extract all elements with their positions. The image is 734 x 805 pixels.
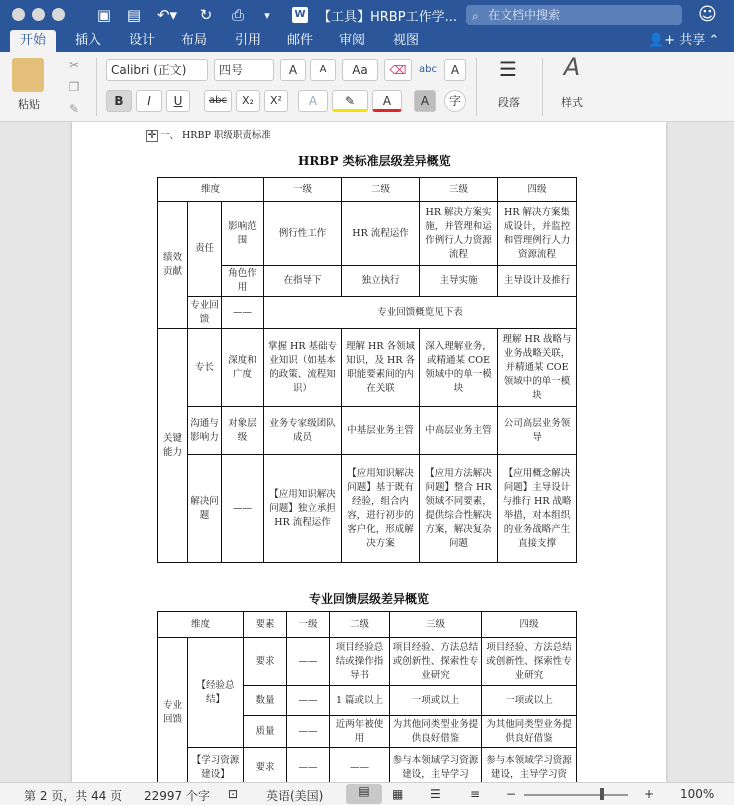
table-header-cell: 要素 xyxy=(244,612,287,638)
table-header-cell: 维度 xyxy=(158,612,244,638)
customize-toolbar-icon[interactable]: ▾ xyxy=(264,8,270,22)
share-label: 共享 xyxy=(679,33,706,48)
divider xyxy=(476,58,477,116)
subgroup-cell: 沟通与影响力 xyxy=(188,407,222,455)
shading-button[interactable]: A xyxy=(414,90,436,112)
section-heading: 一、 HRBP 职级职责标准 xyxy=(160,130,271,141)
search-input[interactable] xyxy=(466,5,682,25)
table-cell: 掌握 HR 基础专业知识（如基本的政策、流程知识） xyxy=(264,329,342,407)
format-painter-icon[interactable]: ✎ xyxy=(68,102,80,116)
table-cell: 主导设计及推行 xyxy=(498,266,577,297)
table-cell: —— xyxy=(287,748,330,783)
table-cell: 深入理解业务，或精通某 COE 领域中的单一模块 xyxy=(420,329,498,407)
cut-icon[interactable]: ✂ xyxy=(68,58,80,72)
element-cell: 角色作用 xyxy=(222,266,264,297)
shrink-font-button[interactable]: A xyxy=(310,59,336,81)
close-window-button[interactable] xyxy=(12,8,25,21)
table-header-cell: 维度 xyxy=(158,178,264,202)
table-cell: 例行性工作 xyxy=(264,202,342,266)
proofing-icon[interactable]: ⊡ xyxy=(228,787,239,801)
share-button[interactable] xyxy=(648,30,705,52)
zoom-out-icon[interactable]: − xyxy=(506,787,517,801)
table-cell: HR 解决方案实施，并管理和运作例行人力资源流程 xyxy=(420,202,498,266)
table-cell: 项目经验、方法总结或创新性、探索性专业研究 xyxy=(482,638,577,686)
copy-icon[interactable]: ❐ xyxy=(68,80,80,94)
table-header-cell: 四级 xyxy=(498,178,577,202)
table-header-cell: 三级 xyxy=(420,178,498,202)
table-cell: 在指导下 xyxy=(264,266,342,297)
tab-design[interactable]: 设计 xyxy=(128,33,155,48)
subgroup-cell: 责任 xyxy=(188,202,222,297)
character-border-icon[interactable]: A xyxy=(444,59,466,81)
zoom-level[interactable]: 100% xyxy=(680,787,715,801)
tab-review[interactable]: 审阅 xyxy=(338,33,365,48)
word-doc-icon: W xyxy=(292,7,308,23)
table-cell: 参与本领域学习资源建设，主导学习 xyxy=(390,748,482,783)
save-icon[interactable]: ▤ xyxy=(126,6,142,24)
styles-label: 样式 xyxy=(561,96,583,109)
table-cell: 公司高层业务领导 xyxy=(498,407,577,455)
tab-insert[interactable]: 插入 xyxy=(74,33,101,48)
paragraph-label: 段落 xyxy=(498,96,520,109)
table-cell: 中基层业务主管 xyxy=(342,407,420,455)
grow-font-button[interactable]: A xyxy=(280,59,306,81)
superscript-button[interactable]: X² xyxy=(264,90,288,112)
table-cell: 近两年被使用 xyxy=(330,716,390,748)
table-header-cell: 二级 xyxy=(330,612,390,638)
web-layout-view-icon[interactable]: ▦ xyxy=(392,787,404,801)
font-name-select[interactable]: Calibri (正文) xyxy=(106,59,208,81)
divider xyxy=(542,58,543,116)
font-color-button[interactable]: A xyxy=(372,90,402,112)
element-cell: 影响范围 xyxy=(222,202,264,266)
italic-button[interactable]: I xyxy=(136,90,162,112)
subgroup-cell: 专业回馈 xyxy=(188,297,222,329)
element-cell: 对象层级 xyxy=(222,407,264,455)
table-cell: HR 解决方案集成设计，并监控和管理例行人力资源流程 xyxy=(498,202,577,266)
tab-references[interactable]: 引用 xyxy=(234,33,261,48)
zoom-slider[interactable] xyxy=(524,794,628,796)
tab-mailings[interactable]: 邮件 xyxy=(286,33,313,48)
title-bar xyxy=(0,0,734,30)
styles-icon[interactable]: A xyxy=(563,53,581,81)
document-title: 【工具】HRBP工作学... xyxy=(318,10,457,25)
strikethrough-button[interactable]: abc xyxy=(204,90,232,112)
enclose-char-button[interactable]: 字 xyxy=(444,90,466,112)
table-cell: 理解 HR 战略与业务战略关联，并精通某 COE 领域中的单一模块 xyxy=(498,329,577,407)
table-cell: —— xyxy=(287,638,330,686)
table-cell: 专业回馈概览见下表 xyxy=(264,297,577,329)
outline-view-icon[interactable]: ☰ xyxy=(430,787,441,801)
highlight-color-button[interactable]: ✎ xyxy=(332,90,368,112)
table-move-handle-icon[interactable]: ✛ xyxy=(147,130,157,141)
table-cell: 【应用知识解决问题】基于既有经验，组合内容，进行初步的客户化，形成解决方案 xyxy=(342,455,420,563)
table-cell: 【应用方法解决问题】整合 HR 领域不同要素，提供综合性解决方案，解决复杂问题 xyxy=(420,455,498,563)
table-cell: 参与本领域学习资源建设，主导学习资 xyxy=(482,748,577,783)
table-cell: 理解 HR 各领域知识，及 HR 各职能要素间的内在关联 xyxy=(342,329,420,407)
table-header-cell: 一级 xyxy=(264,178,342,202)
table-header-cell: 四级 xyxy=(482,612,577,638)
language[interactable]: 英语(美国) xyxy=(266,789,324,803)
table-cell: 为其他同类型业务提供良好借鉴 xyxy=(390,716,482,748)
feedback-smiley-icon[interactable]: ☺ xyxy=(698,4,717,25)
document-canvas xyxy=(0,122,734,782)
table-cell: 【应用概念解决问题】主导设计与推行 HR 战略举措，对本组织的业务战略产生直接支撑 xyxy=(498,455,577,563)
table-cell: 1 篇或以上 xyxy=(330,686,390,716)
change-case-button[interactable]: Aa xyxy=(342,59,378,81)
print-icon[interactable]: ⎙ xyxy=(231,6,244,24)
phonetic-guide-icon[interactable]: abc xyxy=(419,64,437,75)
table-cell: 独立执行 xyxy=(342,266,420,297)
group-cell: 专业回馈 xyxy=(158,638,188,783)
table-cell: —— xyxy=(330,748,390,783)
tab-view[interactable]: 视图 xyxy=(392,33,419,48)
table-cell: 业务专家级团队成员 xyxy=(264,407,342,455)
sidebar-toggle-icon[interactable]: ▣ xyxy=(96,6,112,24)
element-cell: 深度和广度 xyxy=(222,329,264,407)
text-effects-button[interactable]: A xyxy=(298,90,328,112)
page-count[interactable]: 第 2 页，共 44 页 xyxy=(24,789,123,803)
table-header-cell: 二级 xyxy=(342,178,420,202)
group-cell: 关键能力 xyxy=(158,329,188,563)
collapse-ribbon-icon[interactable]: ⌃ xyxy=(708,33,720,48)
minimize-window-button[interactable] xyxy=(32,8,45,21)
subgroup-cell: 【学习资源建设】 xyxy=(188,748,244,783)
element-cell: —— xyxy=(222,297,264,329)
subgroup-cell: 【经验总结】 xyxy=(188,638,244,748)
professional-feedback-table xyxy=(157,611,577,782)
table-cell: —— xyxy=(287,716,330,748)
paste-icon[interactable] xyxy=(12,58,44,92)
group-cell: 绩效贡献 xyxy=(158,202,188,329)
table-header-cell: 三级 xyxy=(390,612,482,638)
table1-title: HRBP 类标准层级差异概览 xyxy=(298,154,451,168)
bold-button[interactable]: B xyxy=(106,90,132,112)
draft-view-icon[interactable]: ≡ xyxy=(470,787,481,801)
table-cell: 一项或以上 xyxy=(390,686,482,716)
hrbp-level-table xyxy=(157,177,577,563)
document-page[interactable] xyxy=(72,122,666,782)
search-icon: ⌕ xyxy=(472,9,479,23)
table-cell: —— xyxy=(287,686,330,716)
tab-layout[interactable]: 布局 xyxy=(180,33,207,48)
paragraph-icon[interactable]: ☰ xyxy=(499,57,517,81)
zoom-slider-handle[interactable] xyxy=(600,788,604,800)
zoom-in-icon[interactable]: + xyxy=(644,787,655,801)
table-cell: 一项或以上 xyxy=(482,686,577,716)
table-cell: 主导实施 xyxy=(420,266,498,297)
subgroup-cell: 解决问题 xyxy=(188,455,222,563)
paste-label: 粘贴 xyxy=(18,98,40,111)
redo-icon[interactable]: ↻ xyxy=(199,6,213,24)
status-bar xyxy=(0,782,734,805)
table2-title: 专业回馈层级差异概览 xyxy=(309,592,430,606)
add-person-icon: 👤+ xyxy=(648,33,676,48)
table-cell: 【应用知识解决问题】独立承担 HR 流程运作 xyxy=(264,455,342,563)
font-size-select[interactable]: 四号 xyxy=(214,59,274,81)
undo-icon[interactable]: ↶▾ xyxy=(156,6,178,24)
underline-button[interactable]: U xyxy=(166,90,190,112)
table-cell: 为其他同类型业务提供良好借鉴 xyxy=(482,716,577,748)
table-cell: 中高层业务主管 xyxy=(420,407,498,455)
divider xyxy=(96,58,97,116)
element-cell: 数量 xyxy=(244,686,287,716)
ribbon-home xyxy=(0,52,734,122)
zoom-window-button[interactable] xyxy=(52,8,65,21)
element-cell: 要求 xyxy=(244,638,287,686)
print-layout-view-icon[interactable]: ▤ xyxy=(346,784,382,804)
table-cell: 项目经验总结或操作指导书 xyxy=(330,638,390,686)
table-cell: HR 流程运作 xyxy=(342,202,420,266)
subscript-button[interactable]: X₂ xyxy=(236,90,260,112)
tab-home[interactable]: 开始 xyxy=(10,30,56,52)
clear-formatting-icon[interactable]: ⌫ xyxy=(384,59,412,81)
search-placeholder: 在文档中搜索 xyxy=(488,8,561,22)
table-header-cell: 一级 xyxy=(287,612,330,638)
word-count[interactable]: 22997 个字 xyxy=(144,789,210,803)
element-cell: 要求 xyxy=(244,748,287,783)
element-cell: —— xyxy=(222,455,264,563)
ribbon-tabs xyxy=(0,30,734,52)
table-cell: 项目经验、方法总结或创新性、探索性专业研究 xyxy=(390,638,482,686)
subgroup-cell: 专长 xyxy=(188,329,222,407)
element-cell: 质量 xyxy=(244,716,287,748)
